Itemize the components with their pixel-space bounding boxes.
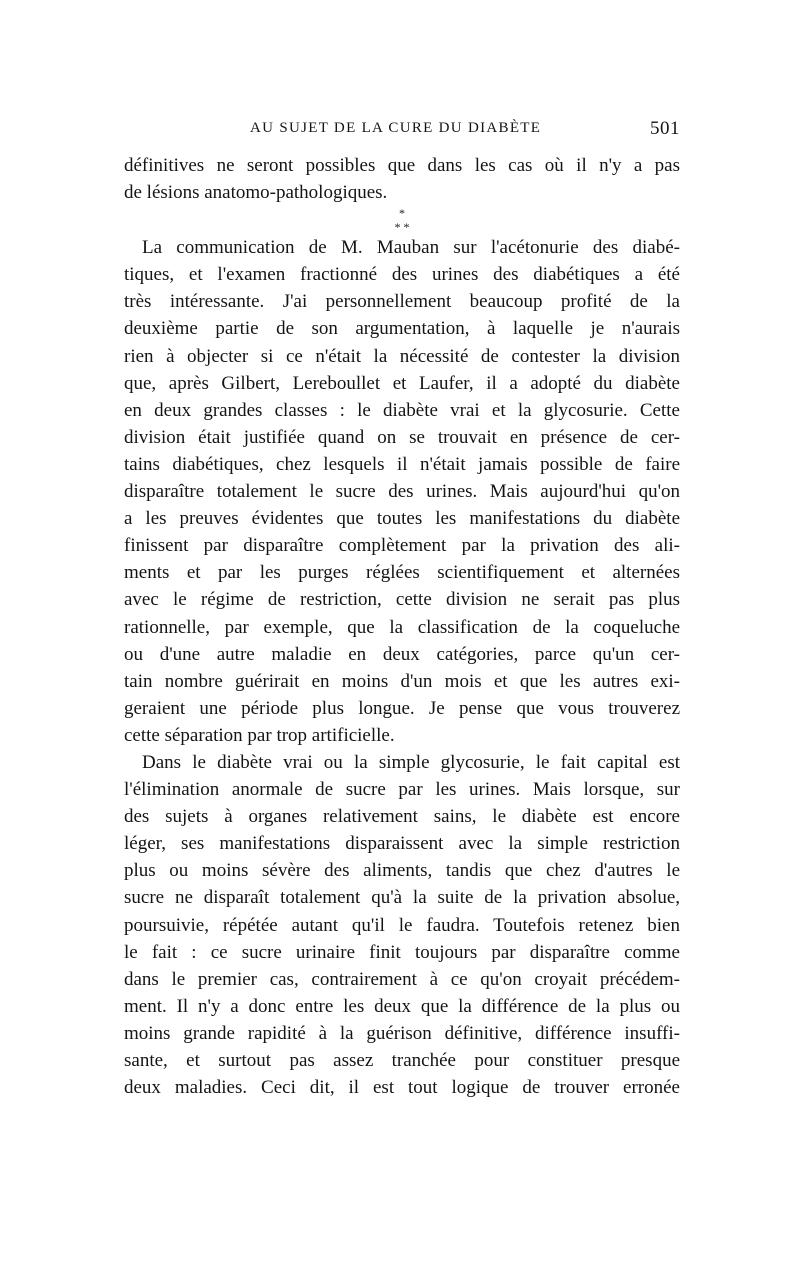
text-line: rationnelle, par exemple, que la classification de la coqueluche bbox=[124, 616, 680, 638]
text-line: plus ou moins sévère des aliments, tandis que chez d'autres le bbox=[124, 860, 680, 882]
text-line: division était justifiée quand on se trouvait en présence de cer- bbox=[124, 426, 680, 448]
text-line: finissent par disparaître complètement par la privation des ali- bbox=[124, 535, 680, 557]
text-line: avec le régime de restriction, cette division ne serait pas plus bbox=[124, 589, 680, 611]
text-line: tains diabétiques, chez lesquels il n'était jamais possible de faire bbox=[124, 453, 680, 475]
page-number: 501 bbox=[650, 118, 680, 139]
text-line: a les preuves évidentes que toutes les manifestations du diabète bbox=[124, 508, 680, 530]
paragraph-2 bbox=[124, 234, 680, 749]
text-line: de lésions anatomo-pathologiques. bbox=[124, 182, 388, 204]
running-title: AU SUJET DE LA CURE DU DIABÈTE bbox=[250, 120, 542, 136]
text-line: Dans le diabète vrai ou la simple glycosurie, le fait capital est bbox=[142, 751, 680, 773]
text-line: tiques, et l'examen fractionné des urines des diabétiques a été bbox=[124, 264, 680, 286]
body-text bbox=[124, 152, 680, 1101]
text-line: tain nombre guérirait en moins d'un mois et que les autres exi- bbox=[124, 670, 680, 692]
text-line: deux maladies. Ceci dit, il est tout logique de trouver erronée bbox=[124, 1077, 680, 1099]
text-line: léger, ses manifestations disparaissent avec la simple restriction bbox=[124, 833, 680, 855]
text-line: que, après Gilbert, Lereboullet et Laufer, il a adopté du diabète bbox=[124, 372, 680, 394]
text-line: deuxième partie de son argumentation, à laquelle je n'aurais bbox=[124, 318, 680, 340]
text-line: cette séparation par trop artificielle. bbox=[124, 724, 395, 746]
text-line: très intéressante. J'ai personnellement beaucoup profité de la bbox=[124, 291, 680, 313]
page-header bbox=[120, 120, 680, 144]
text-line: sucre ne disparaît totalement qu'à la suite de la privation absolue, bbox=[124, 887, 680, 909]
text-line: disparaître totalement le sucre des urines. Mais aujourd'hui qu'on bbox=[124, 481, 680, 503]
text-line: définitives ne seront possibles que dans les cas où il n'y a pas bbox=[124, 155, 680, 176]
section-separator bbox=[124, 206, 680, 234]
text-line: l'élimination anormale de sucre par les urines. Mais lorsque, sur bbox=[124, 779, 680, 801]
text-line: ou d'une autre maladie en deux catégories, parce qu'un cer- bbox=[124, 643, 680, 665]
text-line: La communication de M. Mauban sur l'acétonurie des diabé- bbox=[142, 237, 680, 259]
text-line: le fait : ce sucre urinaire finit toujours par disparaître comme bbox=[124, 941, 680, 963]
asterism-bottom: * * bbox=[394, 220, 410, 235]
asterism-top: * bbox=[399, 206, 405, 221]
text-line: des sujets à organes relativement sains, le diabète est encore bbox=[124, 806, 680, 828]
text-line: moins grande rapidité à la guérison définitive, différence insuffi- bbox=[124, 1022, 680, 1044]
text-line: sante, et surtout pas assez tranchée pour constituer presque bbox=[124, 1050, 680, 1071]
paragraph-1 bbox=[124, 152, 680, 206]
text-line: rien à objecter si ce n'était la nécessité de contester la division bbox=[124, 345, 680, 367]
text-line: dans le premier cas, contrairement à ce qu'on croyait précédem- bbox=[124, 968, 680, 990]
text-line: en deux grandes classes : le diabète vrai et la glycosurie. Cette bbox=[124, 399, 680, 421]
text-line: poursuivie, répétée autant qu'il le faudra. Toutefois retenez bien bbox=[124, 914, 680, 936]
text-line: geraient une période plus longue. Je pense que vous trouverez bbox=[124, 697, 680, 719]
paragraph-3 bbox=[124, 749, 680, 1101]
text-line: ment. Il n'y a donc entre les deux que la différence de la plus ou bbox=[124, 995, 680, 1017]
text-line: ments et par les purges réglées scientifiquement et alternées bbox=[124, 562, 680, 584]
